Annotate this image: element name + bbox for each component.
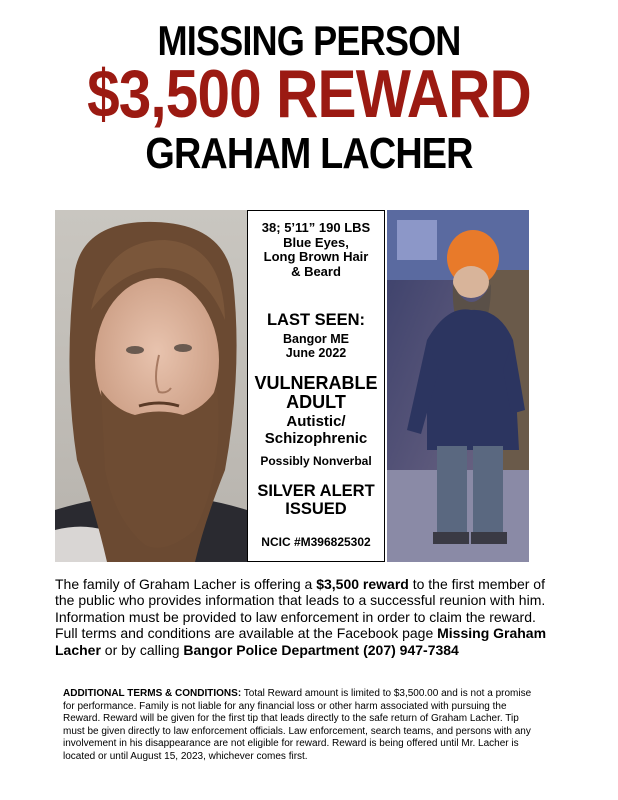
vulnerable-adult-label [248, 374, 384, 412]
reward-description: The family of Graham Lacher is offering a $3,500 reward to the first member of the public who provides information that leads to a successful reunion with him. Information must be provided to law enforcement in order to claim the reward. Full terms and conditions are available at the Facebook page Missing Graham Lacher or by calling Bangor Police Department (207) 947-7384 [55, 576, 547, 658]
alert-line: SILVER ALERT [257, 482, 375, 500]
terms-and-conditions [63, 688, 543, 764]
description-box [247, 210, 385, 562]
police-contact: Bangor Police Department (207) 947-7384 [183, 641, 459, 658]
last-seen-place: Bangor ME [283, 332, 349, 346]
physical-description [248, 221, 384, 279]
facebook-page-name: Missing Graham Lacher [55, 625, 547, 658]
reward-amount: $3,500 reward [316, 576, 409, 592]
vulnerable-line: VULNERABLE [254, 373, 378, 393]
condition-line: Autistic/ [286, 413, 346, 430]
last-seen-details [248, 332, 384, 360]
condition-label [248, 414, 384, 448]
alert-line: ISSUED [285, 500, 347, 519]
description-line: Long Brown Hair [263, 249, 369, 265]
description-line: & Beard [291, 263, 341, 279]
description-line: 38; 5’11” 190 LBS [261, 220, 371, 235]
silver-alert-label [248, 482, 384, 519]
reward-heading: $3,500 REWARD [87, 56, 531, 132]
ncic-number: NCIC #M396825302 [261, 535, 371, 549]
last-seen-label: LAST SEEN: [266, 311, 366, 329]
adult-line: ADULT [286, 391, 346, 412]
terms-label: ADDITIONAL TERMS & CONDITIONS: [63, 688, 242, 699]
nonverbal-note: Possibly Nonverbal [260, 454, 372, 468]
portrait-photo [55, 210, 247, 562]
terms-text: Total Reward amount is limited to $3,500.00 and is not a promise for performance. Family is not liable for any financial loss or other harm associated with pursuing the Reward. Reward will be given for the first tip that leads directly to the safe return of Graham Lacher. Tip must be given directly to law enforcement officials. Law enforcement, search teams, and persons with any involvement in his disappearance are not eligible for reward. Reward is being offered until Mr. Lacher is located or until August 15, 2023, whichever comes first. [63, 688, 532, 762]
missing-person-heading: MISSING PERSON [157, 17, 461, 64]
description-line: Blue Eyes, [283, 234, 349, 250]
person-name-heading: GRAHAM LACHER [145, 129, 473, 178]
surveillance-photo [387, 210, 529, 562]
condition-line: Schizophrenic [264, 429, 368, 447]
last-seen-date: June 2022 [285, 346, 347, 360]
